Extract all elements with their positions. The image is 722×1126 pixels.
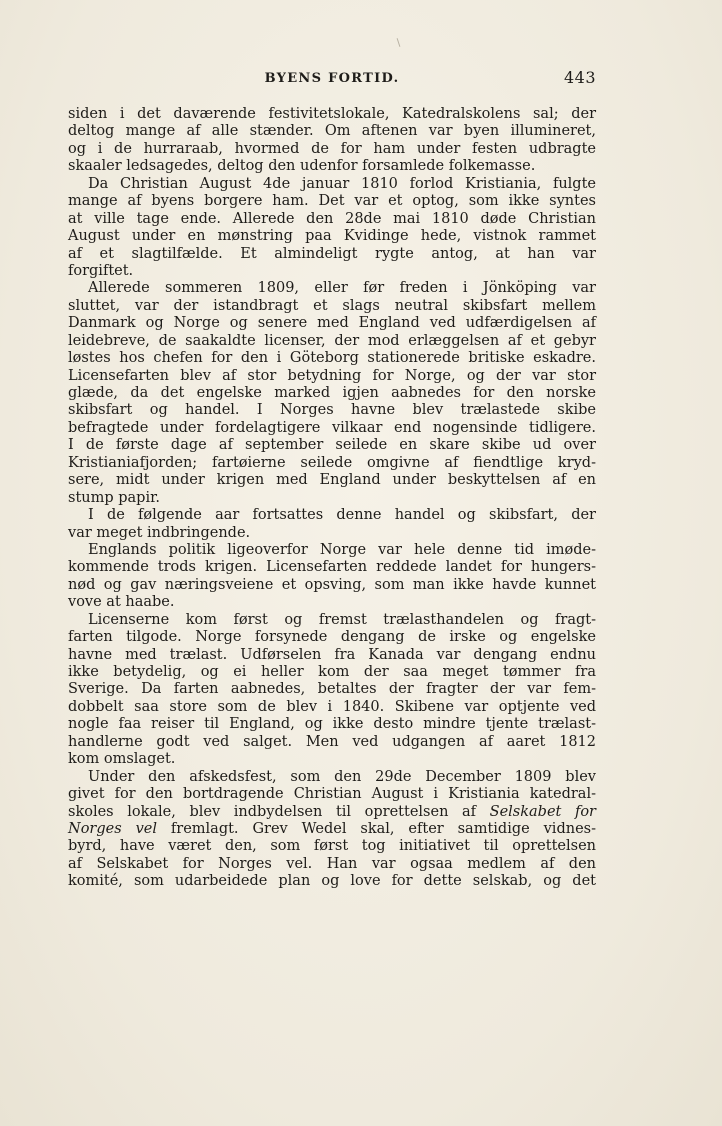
text-line: I de første dage af september seilede en skare skibe ud over <box>68 437 596 454</box>
text-line: Allerede sommeren 1809, eller før freden i Jönköping var <box>88 280 596 297</box>
text-line: Licenserne kom først og fremst trælasthandelen og fragt- <box>88 611 596 628</box>
text-line: mange af byens borgere ham. Det var et optog, som ikke syntes <box>68 193 596 210</box>
text-line: leidebreve, de saakaldte licenser, der mod erlæggelsen af et gebyr <box>68 332 596 349</box>
text-line: farten tilgode. Norge forsynede dengang de irske og engelske <box>68 629 596 646</box>
text-line: I de følgende aar fortsattes denne handel og skibsfart, der <box>88 507 596 524</box>
text-line: deltog mange af alle stænder. Om aftenen var byen illumineret, <box>68 123 596 140</box>
text-line: skaaler ledsagedes, deltog den udenfor forsamlede folkemasse. <box>68 158 536 175</box>
text-line <box>68 821 596 838</box>
running-title: BYENS FORTID. <box>264 71 400 86</box>
text-fragment: skoles lokale, blev indbydelsen til oprettelsen af <box>68 803 477 820</box>
text-line: sluttet, var der istandbragt et slags neutral skibsfart mellem <box>68 297 596 314</box>
text-line: Licensefarten blev af stor betydning for Norge, og der var stor <box>68 367 596 384</box>
society-name-italic: Selskabet for <box>489 803 596 820</box>
text-line: Englands politik ligeoverfor Norge var hele denne tid imøde- <box>88 541 596 558</box>
text-line: August under en mønstring paa Kvidinge hede, vistnok rammet <box>68 228 596 245</box>
text-line: ikke betydelig, og ei heller kom der saa meget tømmer fra <box>68 664 596 680</box>
text-line: kommende trods krigen. Licensefarten reddede landet for hungers- <box>68 559 596 576</box>
text-line: dobbelt saa store som de blev i 1840. Skibene var optjente ved <box>68 698 596 715</box>
text-line: givet for den bortdragende Christian August i Kristiania katedral- <box>68 786 596 803</box>
paper-mark <box>397 38 401 47</box>
text-line: handlerne godt ved salget. Men ved udgangen af aaret 1812 <box>68 733 596 750</box>
text-line: sere, midt under krigen med England under beskyttelsen af en <box>68 472 596 489</box>
society-name-italic: Norges vel <box>68 820 157 837</box>
text-line: havne med trælast. Udførselen fra Kanada var dengang endnu <box>68 646 596 663</box>
text-fragment: fremlagt. Grev Wedel skal, efter samtidige vidnes- <box>170 820 596 837</box>
page-number: 443 <box>563 68 596 87</box>
text-line: løstes hos chefen for den i Göteborg stationerede britiske eskadre. <box>68 350 596 367</box>
text-line <box>68 804 596 821</box>
text-line: nogle faa reiser til England, og ikke desto mindre tjente trælast- <box>68 716 596 733</box>
page-header <box>68 68 596 95</box>
text-line: komité, som udarbeidede plan og love for dette selskab, og det <box>68 873 596 890</box>
text-line: af et slagtilfælde. Et almindeligt rygte antog, at han var <box>68 245 596 262</box>
text-line: kom omslaget. <box>68 751 176 768</box>
text-line: og i de hurraraab, hvormed de for ham under festen udbragte <box>68 140 596 157</box>
text-line: byrd, have været den, som først tog initiativet til oprettelsen <box>68 838 596 855</box>
text-line: glæde, da det engelske marked igjen aabnedes for den norske <box>68 385 596 401</box>
text-line: Under den afskedsfest, som den 29de December 1809 blev <box>88 768 596 785</box>
body-text <box>68 106 596 891</box>
text-line: Kristianiafjorden; fartøierne seilede omgivne af fiendtlige kryd- <box>68 454 596 471</box>
text-line: at ville tage ende. Allerede den 28de mai 1810 døde Christian <box>68 210 596 227</box>
text-line: stump papir. <box>68 489 161 506</box>
text-line: skibsfart og handel. I Norges havne blev trælastede skibe <box>68 402 596 419</box>
text-line: befragtede under fordelagtigere vilkaar end nogensinde tidligere. <box>68 419 596 436</box>
text-line: Sverige. Da farten aabnedes, betaltes der fragter der var fem- <box>68 681 596 698</box>
text-line: Da Christian August 4de januar 1810 forlod Kristiania, fulgte <box>88 175 596 192</box>
text-line: nød og gav næringsveiene et opsving, som man ikke havde kunnet <box>68 576 596 593</box>
text-line: af Selskabet for Norges vel. Han var ogsaa medlem af den <box>68 855 596 872</box>
text-line: var meget indbringende. <box>68 524 251 541</box>
text-line: Danmark og Norge og senere med England ved udfærdigelsen af <box>68 315 596 332</box>
text-line: vove at haabe. <box>68 594 175 611</box>
text-line: forgiftet. <box>68 262 134 279</box>
text-line: siden i det daværende festivitetslokale, Katedralskolens sal; der <box>68 106 596 122</box>
